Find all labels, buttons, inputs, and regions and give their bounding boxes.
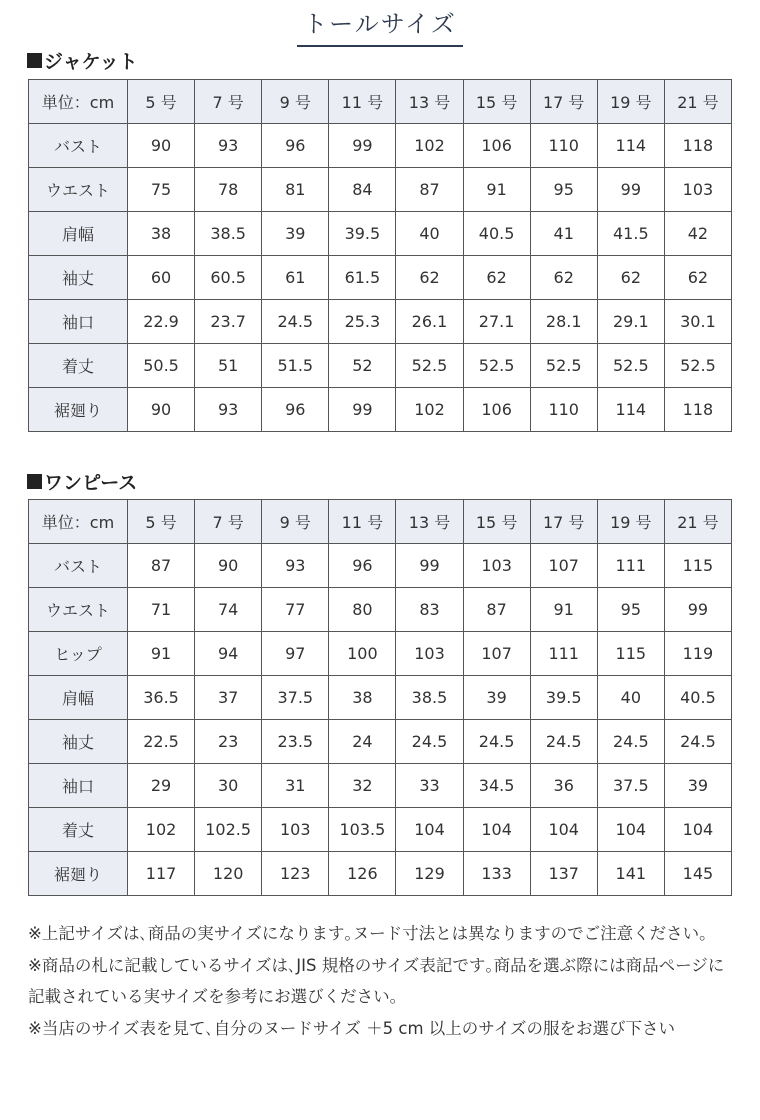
table-cell: 23.5 <box>262 720 329 764</box>
unit-header-cell: 単位：cm <box>29 80 128 124</box>
size-header-cell: 5 号 <box>128 500 195 544</box>
table-row <box>29 256 732 300</box>
onepiece-section-title <box>27 468 137 495</box>
row-label-cell: 袖丈 <box>29 256 128 300</box>
row-label-cell: 着丈 <box>29 344 128 388</box>
table-cell: 33 <box>396 764 463 808</box>
table-cell: 22.5 <box>128 720 195 764</box>
row-label-cell: 裾廻り <box>29 388 128 432</box>
table-cell: 62 <box>597 256 664 300</box>
size-header-cell: 17 号 <box>530 500 597 544</box>
table-row <box>29 720 732 764</box>
table-cell: 115 <box>597 632 664 676</box>
table-cell: 62 <box>530 256 597 300</box>
table-cell: 111 <box>597 544 664 588</box>
table-cell: 104 <box>664 808 731 852</box>
table-row <box>29 544 732 588</box>
jacket-title: ジャケット <box>44 51 138 73</box>
table-cell: 81 <box>262 168 329 212</box>
table-cell: 37 <box>195 676 262 720</box>
row-label-cell: 着丈 <box>29 808 128 852</box>
table-cell: 115 <box>664 544 731 588</box>
note-2: ※商品の札に記載しているサイズは､JIS 規格のサイズ表記です｡商品を選ぶ際には商品ページに記載されている実サイズを参考にお選びください｡ <box>28 955 725 1006</box>
table-cell: 50.5 <box>128 344 195 388</box>
table-cell: 95 <box>597 588 664 632</box>
note-1: ※上記サイズは､商品の実サイズになります｡ヌード寸法とは異なりますのでご注意ください｡ <box>28 924 708 943</box>
jacket-header-row <box>29 80 732 124</box>
size-header-cell: 5 号 <box>128 80 195 124</box>
onepiece-size-table <box>28 499 732 896</box>
table-cell: 38.5 <box>195 212 262 256</box>
table-cell: 102 <box>128 808 195 852</box>
table-cell: 107 <box>530 544 597 588</box>
table-cell: 126 <box>329 852 396 896</box>
table-cell: 114 <box>597 124 664 168</box>
table-cell: 100 <box>329 632 396 676</box>
table-cell: 24 <box>329 720 396 764</box>
table-cell: 39 <box>664 764 731 808</box>
size-header-cell: 7 号 <box>195 500 262 544</box>
table-cell: 32 <box>329 764 396 808</box>
table-cell: 99 <box>329 388 396 432</box>
table-cell: 104 <box>463 808 530 852</box>
table-cell: 42 <box>664 212 731 256</box>
size-header-cell: 11 号 <box>329 80 396 124</box>
table-cell: 41 <box>530 212 597 256</box>
table-row <box>29 852 732 896</box>
table-cell: 40.5 <box>463 212 530 256</box>
table-cell: 133 <box>463 852 530 896</box>
table-cell: 27.1 <box>463 300 530 344</box>
table-cell: 91 <box>463 168 530 212</box>
table-cell: 118 <box>664 124 731 168</box>
table-cell: 104 <box>530 808 597 852</box>
table-cell: 96 <box>262 388 329 432</box>
black-square-icon <box>27 53 42 68</box>
table-cell: 39.5 <box>329 212 396 256</box>
table-cell: 36 <box>530 764 597 808</box>
black-square-icon <box>27 474 42 489</box>
row-label-cell: バスト <box>29 124 128 168</box>
row-label-cell: 袖口 <box>29 764 128 808</box>
table-cell: 102 <box>396 388 463 432</box>
table-cell: 103.5 <box>329 808 396 852</box>
size-header-cell: 9 号 <box>262 80 329 124</box>
table-cell: 37.5 <box>597 764 664 808</box>
table-cell: 106 <box>463 388 530 432</box>
table-cell: 90 <box>128 124 195 168</box>
table-cell: 40.5 <box>664 676 731 720</box>
table-cell: 119 <box>664 632 731 676</box>
size-header-cell: 17 号 <box>530 80 597 124</box>
row-label-cell: 肩幅 <box>29 212 128 256</box>
table-cell: 93 <box>262 544 329 588</box>
table-cell: 95 <box>530 168 597 212</box>
table-cell: 96 <box>262 124 329 168</box>
table-cell: 104 <box>396 808 463 852</box>
size-header-cell: 15 号 <box>463 500 530 544</box>
table-cell: 103 <box>396 632 463 676</box>
table-cell: 99 <box>329 124 396 168</box>
size-header-cell: 7 号 <box>195 80 262 124</box>
table-cell: 52.5 <box>530 344 597 388</box>
table-cell: 83 <box>396 588 463 632</box>
table-cell: 93 <box>195 124 262 168</box>
table-cell: 40 <box>396 212 463 256</box>
size-header-cell: 13 号 <box>396 500 463 544</box>
table-cell: 24.5 <box>597 720 664 764</box>
table-cell: 96 <box>329 544 396 588</box>
table-cell: 94 <box>195 632 262 676</box>
table-cell: 91 <box>530 588 597 632</box>
table-cell: 91 <box>128 632 195 676</box>
size-header-cell: 15 号 <box>463 80 530 124</box>
table-cell: 141 <box>597 852 664 896</box>
note-3: ※当店のサイズ表を見て､自分のヌードサイズ ＋5 cm 以上のサイズの服をお選び下さい <box>28 1018 675 1038</box>
table-cell: 118 <box>664 388 731 432</box>
table-cell: 111 <box>530 632 597 676</box>
table-row <box>29 212 732 256</box>
table-cell: 41.5 <box>597 212 664 256</box>
size-header-cell: 21 号 <box>664 80 731 124</box>
table-cell: 99 <box>396 544 463 588</box>
table-cell: 145 <box>664 852 731 896</box>
table-cell: 34.5 <box>463 764 530 808</box>
table-cell: 22.9 <box>128 300 195 344</box>
table-cell: 31 <box>262 764 329 808</box>
size-header-cell: 9 号 <box>262 500 329 544</box>
table-cell: 103 <box>463 544 530 588</box>
table-cell: 78 <box>195 168 262 212</box>
table-row <box>29 764 732 808</box>
table-cell: 110 <box>530 388 597 432</box>
row-label-cell: ウエスト <box>29 168 128 212</box>
row-label-cell: 袖口 <box>29 300 128 344</box>
table-cell: 30.1 <box>664 300 731 344</box>
jacket-size-table <box>28 79 732 432</box>
table-cell: 129 <box>396 852 463 896</box>
table-cell: 87 <box>463 588 530 632</box>
size-header-cell: 11 号 <box>329 500 396 544</box>
table-cell: 97 <box>262 632 329 676</box>
table-cell: 60 <box>128 256 195 300</box>
table-cell: 25.3 <box>329 300 396 344</box>
table-cell: 52.5 <box>664 344 731 388</box>
table-cell: 74 <box>195 588 262 632</box>
jacket-section-title <box>27 47 138 74</box>
table-cell: 51.5 <box>262 344 329 388</box>
table-cell: 24.5 <box>530 720 597 764</box>
onepiece-body <box>29 544 732 896</box>
table-row <box>29 388 732 432</box>
table-cell: 103 <box>262 808 329 852</box>
page-title-wrap <box>0 4 760 47</box>
table-row <box>29 344 732 388</box>
table-cell: 87 <box>128 544 195 588</box>
table-cell: 103 <box>664 168 731 212</box>
table-cell: 137 <box>530 852 597 896</box>
table-cell: 62 <box>463 256 530 300</box>
table-row <box>29 808 732 852</box>
table-cell: 26.1 <box>396 300 463 344</box>
table-row <box>29 124 732 168</box>
table-cell: 87 <box>396 168 463 212</box>
table-cell: 38.5 <box>396 676 463 720</box>
table-cell: 60.5 <box>195 256 262 300</box>
table-cell: 71 <box>128 588 195 632</box>
table-cell: 38 <box>329 676 396 720</box>
size-header-cell: 13 号 <box>396 80 463 124</box>
row-label-cell: ウエスト <box>29 588 128 632</box>
table-cell: 24.5 <box>463 720 530 764</box>
table-cell: 84 <box>329 168 396 212</box>
table-cell: 29 <box>128 764 195 808</box>
unit-header-cell: 単位：cm <box>29 500 128 544</box>
table-cell: 51 <box>195 344 262 388</box>
table-cell: 104 <box>597 808 664 852</box>
table-cell: 23 <box>195 720 262 764</box>
table-row <box>29 588 732 632</box>
table-row <box>29 632 732 676</box>
table-cell: 102 <box>396 124 463 168</box>
table-cell: 99 <box>597 168 664 212</box>
table-cell: 40 <box>597 676 664 720</box>
row-label-cell: 裾廻り <box>29 852 128 896</box>
table-cell: 62 <box>396 256 463 300</box>
row-label-cell: ヒップ <box>29 632 128 676</box>
table-cell: 117 <box>128 852 195 896</box>
table-cell: 36.5 <box>128 676 195 720</box>
table-row <box>29 676 732 720</box>
table-cell: 102.5 <box>195 808 262 852</box>
table-cell: 80 <box>329 588 396 632</box>
table-cell: 90 <box>128 388 195 432</box>
size-header-cell: 19 号 <box>597 500 664 544</box>
table-cell: 52 <box>329 344 396 388</box>
table-cell: 90 <box>195 544 262 588</box>
table-row <box>29 300 732 344</box>
table-row <box>29 168 732 212</box>
table-cell: 62 <box>664 256 731 300</box>
table-cell: 30 <box>195 764 262 808</box>
table-cell: 114 <box>597 388 664 432</box>
row-label-cell: バスト <box>29 544 128 588</box>
table-cell: 38 <box>128 212 195 256</box>
table-cell: 39.5 <box>530 676 597 720</box>
onepiece-header-row <box>29 500 732 544</box>
table-cell: 61.5 <box>329 256 396 300</box>
table-cell: 107 <box>463 632 530 676</box>
size-header-cell: 21 号 <box>664 500 731 544</box>
table-cell: 37.5 <box>262 676 329 720</box>
onepiece-title: ワンピース <box>44 472 138 494</box>
table-cell: 24.5 <box>262 300 329 344</box>
table-cell: 52.5 <box>463 344 530 388</box>
table-cell: 77 <box>262 588 329 632</box>
table-cell: 123 <box>262 852 329 896</box>
table-cell: 24.5 <box>396 720 463 764</box>
table-cell: 99 <box>664 588 731 632</box>
table-cell: 39 <box>463 676 530 720</box>
table-cell: 120 <box>195 852 262 896</box>
table-cell: 24.5 <box>664 720 731 764</box>
table-cell: 39 <box>262 212 329 256</box>
page-title: トールサイズ <box>297 4 463 47</box>
table-cell: 61 <box>262 256 329 300</box>
table-cell: 28.1 <box>530 300 597 344</box>
table-cell: 110 <box>530 124 597 168</box>
table-cell: 23.7 <box>195 300 262 344</box>
row-label-cell: 肩幅 <box>29 676 128 720</box>
table-cell: 106 <box>463 124 530 168</box>
table-cell: 52.5 <box>597 344 664 388</box>
notes <box>28 918 732 1044</box>
jacket-body <box>29 124 732 432</box>
table-cell: 75 <box>128 168 195 212</box>
table-cell: 29.1 <box>597 300 664 344</box>
row-label-cell: 袖丈 <box>29 720 128 764</box>
size-header-cell: 19 号 <box>597 80 664 124</box>
table-cell: 52.5 <box>396 344 463 388</box>
table-cell: 93 <box>195 388 262 432</box>
